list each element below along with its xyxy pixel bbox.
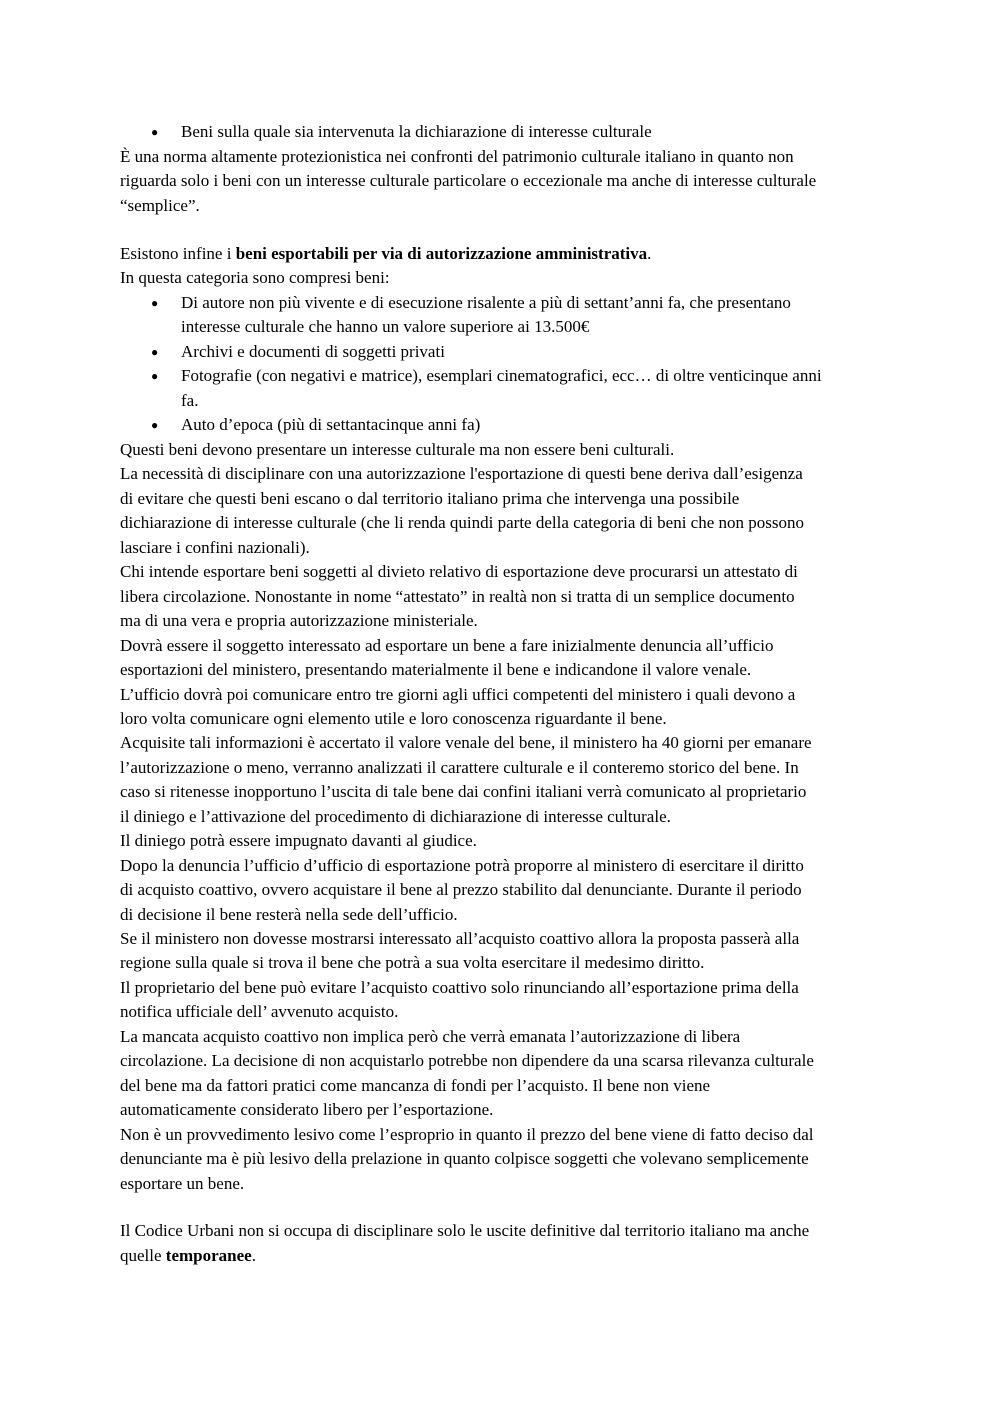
paragraph-line: Il proprietario del bene può evitare l’acquisto coattivo solo rinunciando all’esportazione prima della [120, 977, 799, 997]
paragraph-line: L’ufficio dovrà poi comunicare entro tre giorni agli uffici competenti del ministero i quali devono a [120, 684, 796, 704]
paragraph-line: riguarda solo i beni con un interesse culturale particolare o eccezionale ma anche di interesse culturale [120, 171, 817, 190]
list-item-continued: interesse culturale che hanno un valore superiore ai 13.500€ [181, 317, 590, 336]
paragraph-line: lasciare i confini nazionali). [120, 537, 310, 557]
paragraph-line: l’autorizzazione o meno, verranno analizzati il carattere culturale e il conteremo storico del bene. In [120, 757, 799, 777]
list-item: Auto d’epoca (più di settantacinque anni fa) [181, 415, 481, 434]
bullet-marker: ● [151, 125, 159, 139]
paragraph-line: notifica ufficiale dell’ avvenuto acquisto. [120, 1002, 399, 1022]
paragraph-line: ma di una vera e propria autorizzazione ministeriale. [120, 611, 478, 631]
paragraph-line: Il diniego potrà essere impugnato davanti al giudice. [120, 831, 477, 851]
paragraph-line: di acquisto coattivo, ovvero acquistare il bene al prezzo stabilito dal denunciante. Durante il periodo [120, 880, 802, 900]
paragraph-line: Chi intende esportare beni soggetti al divieto relativo di esportazione deve procurarsi un attestato di [120, 562, 798, 582]
paragraph-line: caso si ritenesse inopportuno l’uscita di tale bene dai confini italiani verrà comunicato al proprietario [120, 782, 807, 802]
paragraph-line: “semplice”. [120, 196, 200, 215]
paragraph-line: regione sulla quale si trova il bene che potrà a sua volta esercitare il medesimo diritto. [120, 953, 705, 973]
paragraph-line [120, 1246, 256, 1266]
text-run: . [647, 244, 652, 263]
list-item: Archivi e documenti di soggetti privati [181, 342, 445, 361]
paragraph-line: Il Codice Urbani non si occupa di disciplinare solo le uscite definitive dal territorio italiano ma anche [120, 1221, 810, 1240]
paragraph-line: La necessità di disciplinare con una autorizzazione l'esportazione di questi bene deriva dall’esigenza [120, 464, 803, 484]
paragraph-line: È una norma altamente protezionistica nei confronti del patrimonio culturale italiano in quanto non [120, 147, 794, 166]
list-item: Di autore non più vivente e di esecuzione risalente a più di settant’anni fa, che presentano [181, 293, 791, 312]
bold-term: temporanee [165, 1246, 252, 1265]
paragraph-line: Dovrà essere il soggetto interessato ad esportare un bene a fare inizialmente denuncia all’ufficio [120, 635, 774, 655]
list-item: Fotografie (con negativi e matrice), esemplari cinematografici, ecc… di oltre venticinque anni [181, 366, 822, 385]
bold-term: beni esportabili per via di autorizzazione amministrativa [235, 244, 648, 263]
paragraph-line: circolazione. La decisione di non acquistarlo potrebbe non dipendere da una scarsa rilevanza culturale [120, 1051, 814, 1071]
list-item: Beni sulla quale sia intervenuta la dichiarazione di interesse culturale [181, 122, 652, 141]
text-run: quelle [120, 1246, 166, 1265]
text-run: Esistono infine i [120, 244, 236, 263]
paragraph-line: il diniego e l’attivazione del procedimento di dichiarazione di interesse culturale. [120, 806, 671, 826]
bullet-marker: ● [151, 369, 159, 383]
paragraph-line: Non è un provvedimento lesivo come l’esproprio in quanto il prezzo del bene viene di fatto deciso dal [120, 1124, 814, 1144]
paragraph-line: dichiarazione di interesse culturale (che li renda quindi parte della categoria di beni che non possono [120, 513, 804, 533]
paragraph-line: denunciante ma è più lesivo della prelazione in quanto colpisce soggetti che volevano semplicemente [120, 1149, 809, 1168]
bullet-marker: ● [151, 418, 159, 432]
paragraph-line: Se il ministero non dovesse mostrarsi interessato all’acquisto coattivo allora la proposta passerà alla [120, 929, 800, 948]
paragraph-line: In questa categoria sono compresi beni: [120, 268, 390, 287]
paragraph-line: di evitare che questi beni escano o dal territorio italiano prima che intervenga una possibile [120, 488, 740, 508]
bullet-marker: ● [151, 296, 159, 310]
list-item-continued: fa. [181, 391, 199, 410]
paragraph-line [120, 244, 651, 264]
paragraph-line: esportazioni del ministero, presentando materialmente il bene e indicandone il valore venale. [120, 660, 752, 679]
paragraph-line: Acquisite tali informazioni è accertato il valore venale del bene, il ministero ha 40 giorni per emanare [120, 733, 812, 753]
paragraph-line: La mancata acquisto coattivo non implica però che verrà emanata l’autorizzazione di libera [120, 1026, 741, 1046]
paragraph-line: libera circolazione. Nonostante in nome “attestato” in realtà non si tratta di un semplice documento [120, 586, 795, 606]
paragraph-line: esportare un bene. [120, 1173, 245, 1193]
paragraph-line: loro volta comunicare ogni elemento utile e loro conoscenza riguardante il bene. [120, 709, 667, 728]
bullet-marker: ● [151, 345, 159, 359]
paragraph-line: di decisione il bene resterà nella sede dell’ufficio. [120, 904, 458, 924]
paragraph-line: automaticamente considerato libero per l’esportazione. [120, 1100, 494, 1120]
paragraph-line: del bene ma da fattori pratici come mancanza di fondi per l’acquisto. Il bene non viene [120, 1075, 711, 1095]
paragraph-line: Dopo la denuncia l’ufficio d’ufficio di esportazione potrà proporre al ministero di esercitare il diritto [120, 855, 804, 875]
text-run: . [251, 1246, 256, 1265]
paragraph-line: Questi beni devono presentare un interesse culturale ma non essere beni culturali. [120, 440, 675, 459]
